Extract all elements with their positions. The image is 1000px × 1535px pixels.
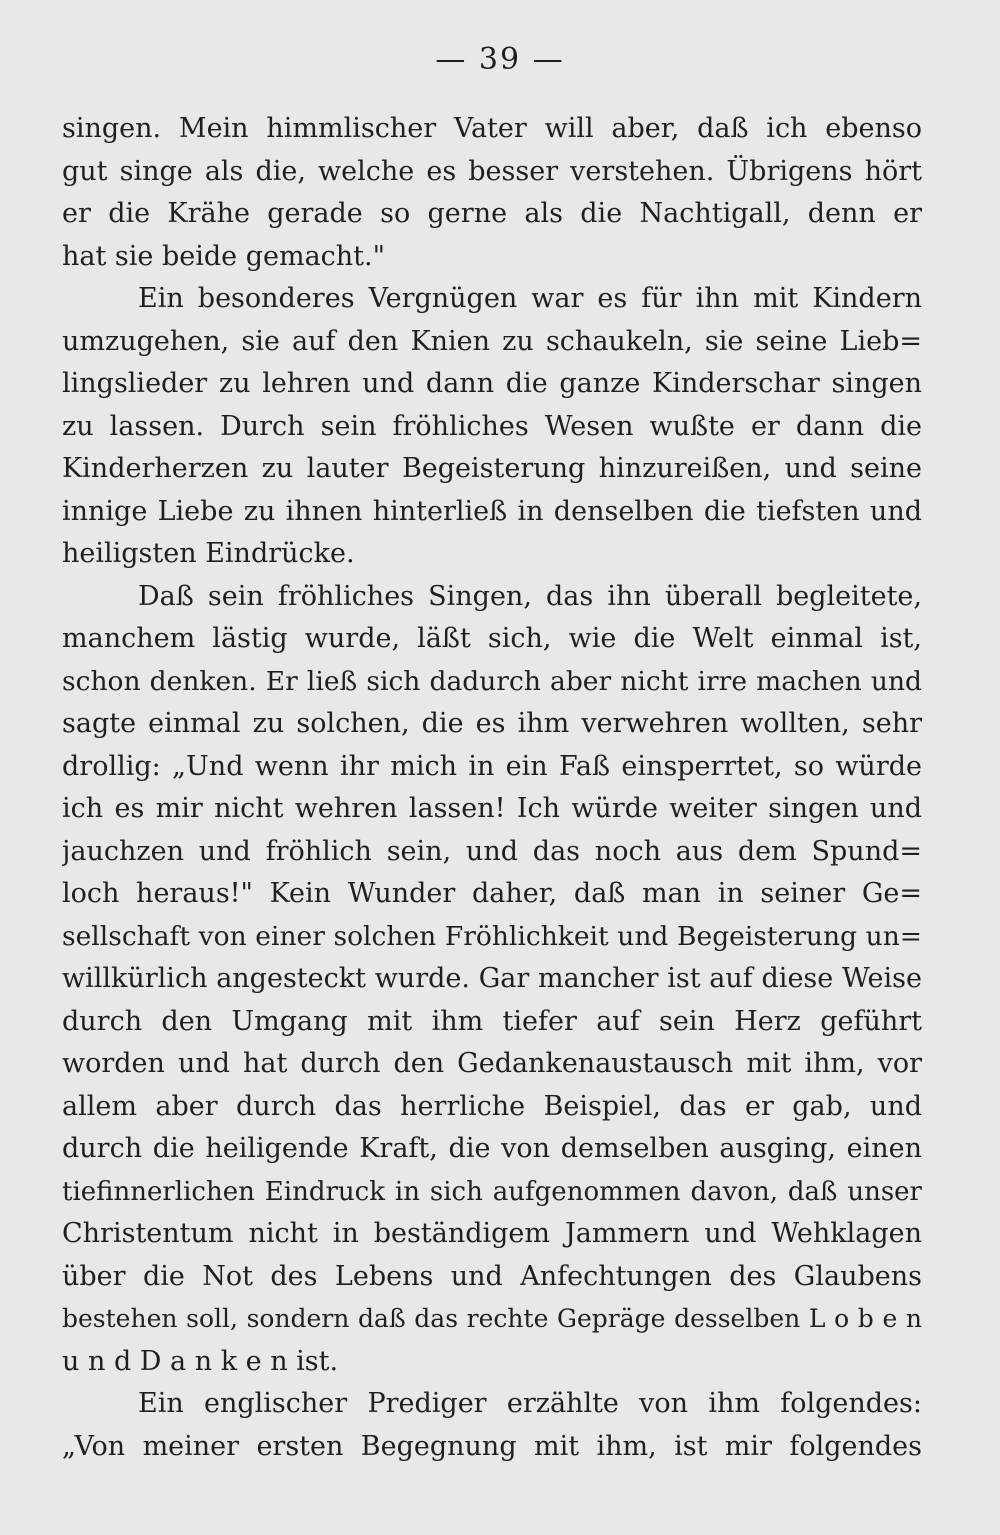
text-line: sagte einmal zu solchen, die es ihm verwehren wollten, sehr: [62, 708, 922, 739]
text-line: u n d D a n k e n ist.: [62, 1345, 339, 1377]
text-line: bestehen soll, sondern daß das rechte Gepräge desselben L o b e n: [62, 1304, 922, 1333]
body-text: [62, 108, 922, 1468]
text-line: allem aber durch das herrliche Beispiel, das er gab, und: [62, 1090, 922, 1122]
page-number: — 39 —: [435, 42, 565, 77]
text-line: loch heraus!" Kein Wunder daher, daß man in seiner Ge=: [62, 878, 922, 909]
text-line: „Von meiner ersten Begegnung mit ihm, ist mir folgendes: [62, 1430, 922, 1462]
text-line: schon denken. Er ließ sich dadurch aber nicht irre machen und: [62, 665, 922, 697]
text-line: Ein besonderes Vergnügen war es für ihn mit Kindern: [138, 283, 922, 314]
text-line: jauchzen und fröhlich sein, und das noch aus dem Spund=: [62, 835, 922, 867]
text-line: drollig: „Und wenn ihr mich in ein Faß einsperrtet, so würde: [62, 750, 922, 782]
text-line: umzugehen, sie auf den Knien zu schaukeln, sie seine Lieb=: [62, 325, 922, 357]
text-line: Daß sein fröhliches Singen, das ihn überall begleitete,: [138, 580, 922, 612]
text-line: über die Not des Lebens und Anfechtungen des Glaubens: [62, 1260, 922, 1292]
text-line: durch den Umgang mit ihm tiefer auf sein Herz geführt: [62, 1005, 922, 1037]
text-line: heiligsten Eindrücke.: [62, 538, 355, 569]
text-line: hat sie beide gemacht.": [62, 240, 386, 272]
text-line: Christentum nicht in beständigem Jammern und Wehklagen: [62, 1218, 922, 1249]
text-line: innige Liebe zu ihnen hinterließ in denselben die tiefsten und: [62, 495, 922, 527]
text-line: durch die heiligende Kraft, die von demselben ausging, einen: [62, 1133, 922, 1164]
text-line: Ein englischer Prediger erzählte von ihm folgendes:: [138, 1388, 922, 1419]
text-line: er die Krähe gerade so gerne als die Nachtigall, denn er: [62, 198, 922, 229]
text-line: singen. Mein himmlischer Vater will aber, daß ich ebenso: [62, 113, 922, 144]
text-line: sellschaft von einer solchen Fröhlichkeit und Begeisterung un=: [62, 920, 922, 952]
text-line: ich es mir nicht wehren lassen! Ich würde weiter singen und: [62, 793, 922, 824]
text-line: worden und hat durch den Gedankenaustausch mit ihm, vor: [62, 1048, 922, 1079]
text-line: zu lassen. Durch sein fröhliches Wesen wußte er dann die: [62, 410, 922, 442]
text-line: Kinderherzen zu lauter Begeisterung hinzureißen, und seine: [62, 453, 922, 484]
text-line: tiefinnerlichen Eindruck in sich aufgenommen davon, daß unser: [62, 1176, 922, 1207]
text-line: manchem lästig wurde, läßt sich, wie die Welt einmal ist,: [62, 623, 922, 654]
text-line: gut singe als die, welche es besser verstehen. Übrigens hört: [62, 155, 922, 187]
text-line: lingslieder zu lehren und dann die ganze Kinderschar singen: [62, 368, 922, 399]
text-line: willkürlich angesteckt wurde. Gar mancher ist auf diese Weise: [62, 963, 922, 994]
